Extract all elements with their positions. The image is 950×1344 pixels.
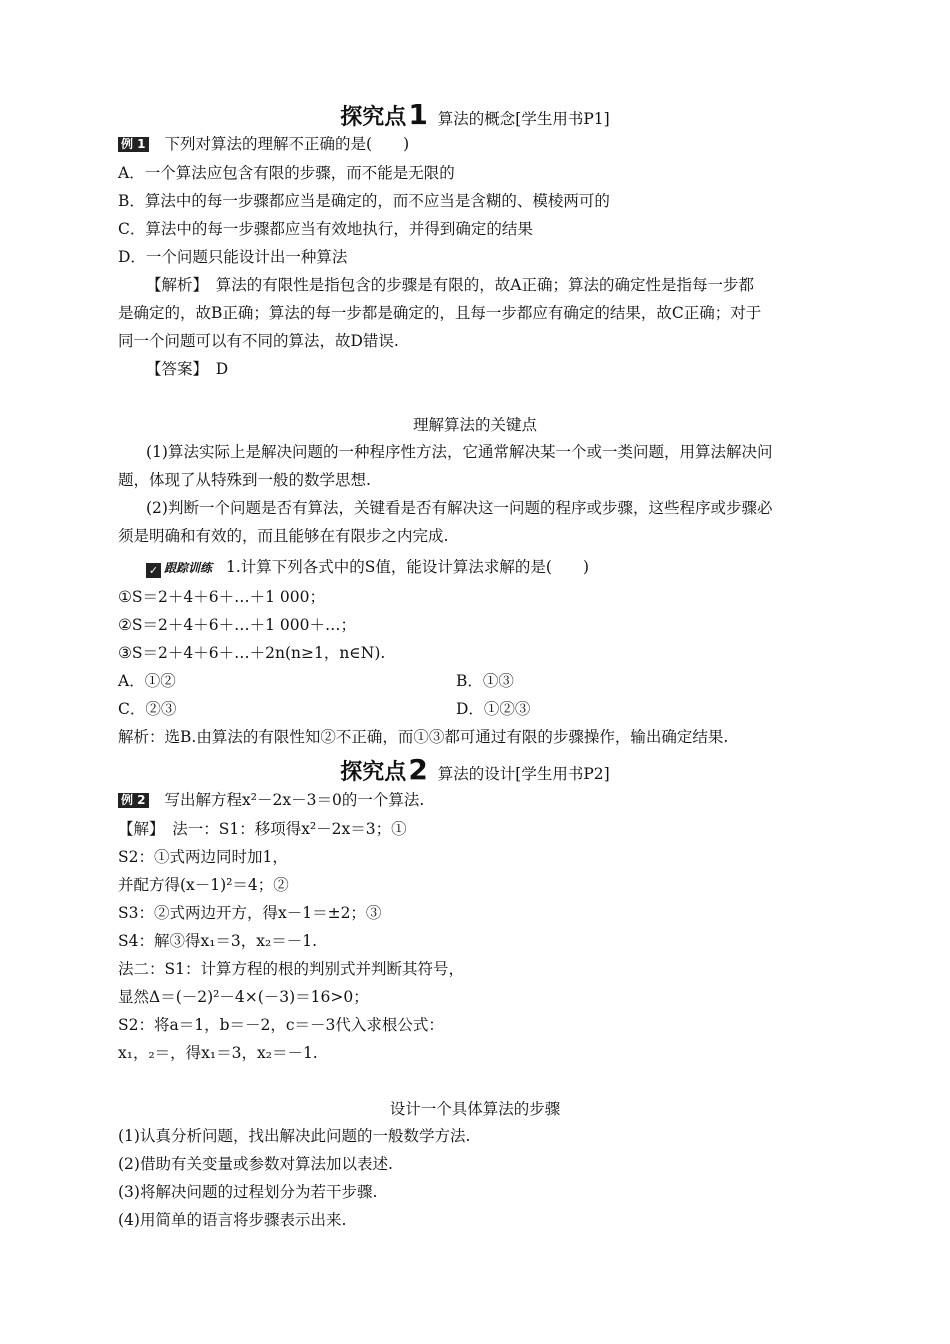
section-title: 算法的设计[学生用书P2] [437,765,610,783]
question-text: 写出解方程x²－2x－3＝0的一个算法. [164,791,425,809]
key-point-line: 须是明确和有效的，而且能够在有限步之内完成. [118,527,449,545]
solution-line: S3：②式两边开方，得x－1＝±2；③ [118,904,382,922]
key-point-line: (1)算法实际上是解决问题的一种程序性方法，它通常解决某一个或一类问题，用算法解决问 [146,443,773,461]
section-label: 探究点 [340,105,407,130]
example-tag: 例 1 [118,137,149,152]
options-row-1 [118,671,838,691]
analysis-line: 是确定的，故B正确；算法的每一步都是确定的，且每一步都应有确定的结果，故C正确；对于 [118,304,762,322]
tracking-question-text: 1.计算下列各式中的S值，能设计算法求解的是( ) [226,558,590,576]
tracking-solution: 解析：选B.由算法的有限性知②不正确，而①③都可通过有限的步骤操作，输出确定结果. [118,728,729,746]
step-line: (2)借助有关变量或参数对算法加以表述. [118,1155,393,1173]
options-row-2 [118,699,838,719]
key-points-title-1: 理解算法的关键点 [412,416,537,434]
key-point-line: (2)判断一个问题是否有算法，关键看是否有解决这一问题的程序或步骤，这些程序或步骤必 [146,499,773,517]
section-heading-2 [0,753,950,786]
option-c: C．算法中的每一步骤都应当有效地执行，并得到确定的结果 [118,220,533,238]
section-heading-1 [0,98,950,131]
option-a: A．一个算法应包含有限的步骤，而不能是无限的 [118,164,455,182]
tracking-label: 跟踪训练 [164,561,213,575]
check-icon: ✓ [146,563,161,578]
step-line: (3)将解决问题的过程划分为若干步骤. [118,1183,378,1201]
solution-line: 显然Δ＝(－2)²－4×(－3)＝16>0； [118,988,369,1006]
example-2-question [118,790,838,810]
solution-line: 并配方得(x－1)²＝4；② [118,876,289,894]
option-a: A．①② [118,672,176,690]
tracking-badge [146,558,212,578]
option-c: C．②③ [118,700,177,718]
key-point-line: 题，体现了从特殊到一般的数学思想. [118,471,371,489]
question-text: 下列对算法的理解不正确的是( ) [164,135,410,153]
solution-line: x₁，₂＝，得x₁＝3，x₂＝－1. [118,1044,318,1062]
option-b: B．①③ [456,672,514,690]
example-1-question [118,134,838,154]
section-title: 算法的概念[学生用书P1] [437,110,610,128]
answer-line: 【答案】 D [146,360,229,378]
analysis-line: 同一个问题可以有不同的算法，故D错误. [118,332,399,350]
analysis-line: 【解析】 算法的有限性是指包含的步骤是有限的，故A正确；算法的确定性是指每一步都 [146,276,754,294]
solution-line: S4：解③得x₁＝3，x₂＝－1. [118,932,318,950]
formula-item: ②S＝2＋4＋6＋…＋1 000＋…； [118,616,356,634]
step-line: (1)认真分析问题，找出解决此问题的一般数学方法. [118,1127,471,1145]
solution-line: S2：将a＝1，b＝－2，c＝－3代入求根公式： [118,1016,444,1034]
option-d: D．①②③ [456,700,531,718]
solution-line: S2：①式两边同时加1， [118,848,288,866]
step-line: (4)用简单的语言将步骤表示出来. [118,1211,347,1229]
solution-line: 【解】 法一：S1：移项得x²－2x＝3；① [118,820,407,838]
formula-item: ③S＝2＋4＋6＋…＋2n(n≥1，n∈N). [118,644,386,662]
section-number: 2 [408,753,428,786]
example-tag: 例 2 [118,793,149,808]
tracking-question [146,557,866,578]
section-label: 探究点 [340,760,407,785]
section-number: 1 [408,98,428,131]
key-points-title-2: 设计一个具体算法的步骤 [389,1100,561,1118]
solution-line: 法二：S1：计算方程的根的判别式并判断其符号， [118,960,464,978]
option-b: B．算法中的每一步骤都应当是确定的，而不应当是含糊的、模棱两可的 [118,192,610,210]
formula-item: ①S＝2＋4＋6＋…＋1 000； [118,588,325,606]
option-d: D．一个问题只能设计出一种算法 [118,248,348,266]
